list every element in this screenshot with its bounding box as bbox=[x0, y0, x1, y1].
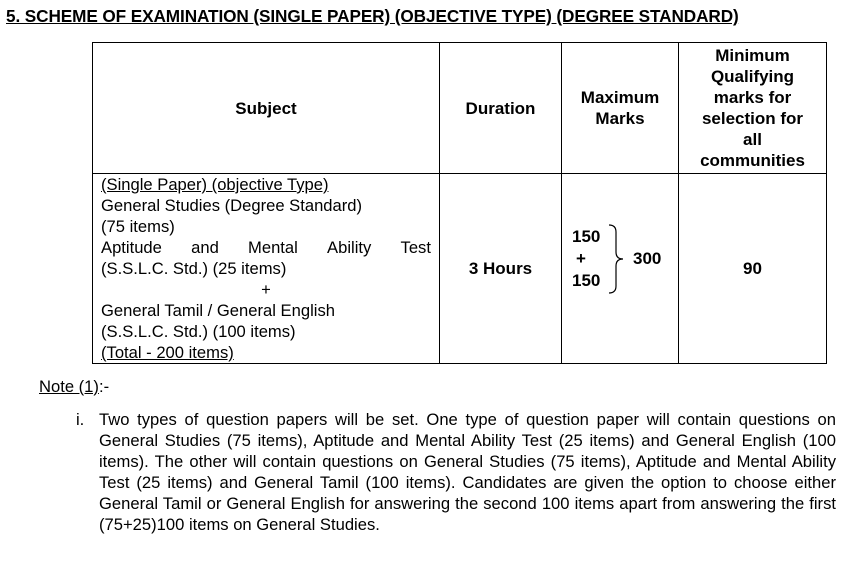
note-item-text: Two types of question papers will be set. One type of question paper will contain questions on General Studies (75 items), Aptitude and Mental Ability Test (25 items) and General English (100 items). The other will contain questions on General Studies (75 items), Aptitude and Mental Ability Test (25 items) and General Tamil (100 items). Candidates are given the option to choose either General Tamil or General English for answering the second 100 items apart from answering the first (75+25)100 items on General Studies. bbox=[99, 410, 836, 534]
header-subject: Subject bbox=[93, 43, 440, 174]
marks-plus: + bbox=[576, 248, 586, 268]
subject-total: (Total - 200 items) bbox=[101, 343, 234, 362]
marks-first: 150 bbox=[572, 226, 601, 246]
table-row bbox=[93, 174, 827, 364]
duration-cell: 3 Hours bbox=[440, 174, 562, 364]
header-min-marks: Minimum Qualifying marks for selection for all communities bbox=[679, 43, 827, 174]
max-marks-cell bbox=[562, 174, 679, 364]
header-duration: Duration bbox=[440, 43, 562, 174]
marks-total: 300 bbox=[633, 248, 662, 268]
subject-title: (Single Paper) (objective Type) bbox=[101, 175, 329, 194]
subject-line-justified: Aptitude and Mental Ability Test bbox=[101, 238, 431, 257]
scheme-table bbox=[92, 42, 827, 364]
note-item bbox=[76, 409, 836, 535]
marks-second: 150 bbox=[572, 270, 601, 290]
subject-cell bbox=[93, 174, 440, 364]
subject-line: General Tamil / General English bbox=[101, 301, 335, 320]
subject-line: (75 items) bbox=[101, 217, 175, 236]
note-title: Note (1):- bbox=[39, 377, 110, 396]
header-max-marks: Maximum Marks bbox=[562, 43, 679, 174]
subject-line: (S.S.L.C. Std.) (100 items) bbox=[101, 322, 296, 341]
min-qualifying-cell: 90 bbox=[679, 174, 827, 364]
section-heading: 5. SCHEME OF EXAMINATION (SINGLE PAPER) (OBJECTIVE TYPE) (DEGREE STANDARD) bbox=[6, 6, 739, 26]
subject-line: (S.S.L.C. Std.) (25 items) bbox=[101, 259, 287, 278]
subject-line: General Studies (Degree Standard) bbox=[101, 196, 363, 215]
curly-brace-icon bbox=[606, 224, 626, 294]
subject-plus: + bbox=[261, 280, 271, 299]
note-item-number: i. bbox=[76, 410, 85, 429]
table-header-row bbox=[93, 43, 827, 174]
